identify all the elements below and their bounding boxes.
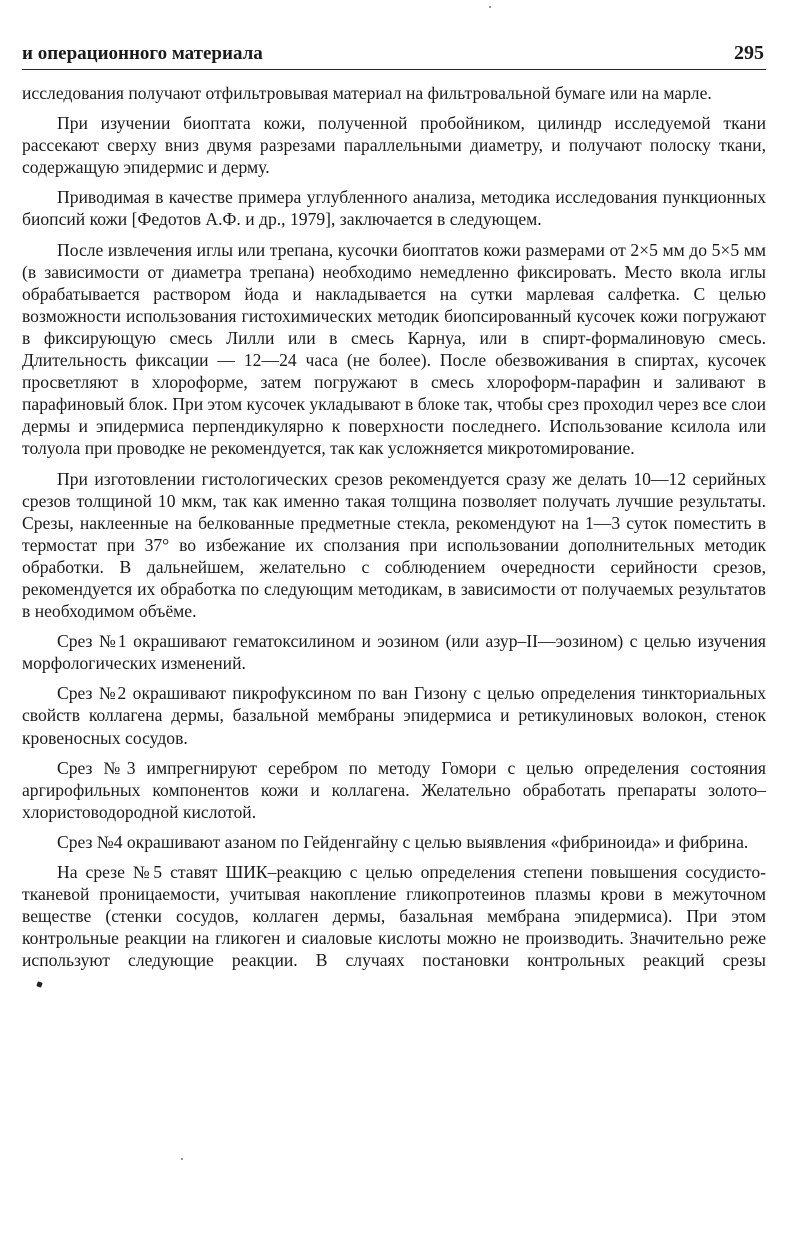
paragraph-sections: При изготовлении гистологических срезов рекомендуется сразу же делать 10—12 серийных срезов толщиной 10 мкм, так как именно такая толщина позволяет получать лучшие результаты. Срезы, наклеенные на белкованные предметные стекла, рекомендуют на 1—3 суток поместить в термостат при 37° во избежание их сползания при использовании дополнительных методик обработки. В дальнейшем, желательно с соблюдением очередности серийности срезов, рекомендуется их обработка по следующим методикам, в зависимости от получаемых результатов в необходимом объёме. — [22, 468, 766, 622]
running-header — [22, 38, 766, 70]
book-page — [22, 38, 766, 971]
page-number: 295 — [734, 42, 764, 64]
scan-speck — [489, 6, 491, 8]
paragraph-section-2: Срез №2 окрашивают пикрофуксином по ван Гизону с целью определения тинкториальных свойств коллагена дермы, базальной мембраны эпидермиса и ретикулиновых волокон, стенок кровеносных сосудов. — [22, 683, 766, 748]
paragraph-section-3: Срез №3 импрегнируют серебром по методу Гомори с целью определения состояния аргирофильных компонентов кожи и коллагена. Желательно обработать препараты золото–хлористоводородной кислотой. — [22, 757, 766, 822]
paragraph-method-intro: Приводимая в качестве примера углубленного анализа, методика исследования пункционных биопсий кожи [Федотов А.Ф. и др., 1979], заключается в следующем. — [22, 187, 766, 230]
scan-speck — [181, 1158, 183, 1160]
paragraph-biopsy-punch: При изучении биоптата кожи, полученной пробойником, цилиндр исследуемой ткани рассекают сверху вниз двумя разрезами параллельными диаметру, и получают полоску ткани, содержащую эпидермис и дерму. — [22, 113, 766, 178]
paragraph-section-5: На срезе №5 ставят ШИК–реакцию с целью определения степени повышения сосудисто-тканевой проницаемости, учитывая накопление гликопротеинов плазмы крови в межуточном веществе (стенки сосудов, коллаген дермы, базальная мембрана эпидермиса). При этом контрольные реакции на гликоген и сиаловые кислоты можно не производить. Значительно реже используют следующие реакции. В случаях постановки контрольных реакций срезы — [22, 862, 766, 971]
paragraph-section-4: Срез №4 окрашивают азаном по Гейденгайну с целью выявления «фибриноида» и фибрина. — [57, 831, 749, 852]
body-text — [22, 82, 766, 971]
paragraph-section-1: Срез №1 окрашивают гематоксилином и эозином (или азур–II—эозином) с целью изучения морфологических изменений. — [22, 631, 766, 674]
paragraph-continuation: исследования получают отфильтровывая материал на фильтровальной бумаге или на марле. — [22, 83, 712, 103]
section-title: и операционного материала — [22, 43, 263, 64]
paragraph-fixation: После извлечения иглы или трепана, кусочки биоптатов кожи размерами от 2×5 мм до 5×5 мм (в зависимости от диаметра трепана) необходимо немедленно фиксировать. Место вкола иглы обрабатывается раствором йода и накладывается на сутки марлевая салфетка. С целью возможности использования гистохимических методик биопсированный кусочек кожи погружают в фиксирующую смесь Лилли или в смесь Карнуа, или в спирт-формалиновую смесь. Длительность фиксации — 12—24 часа (не более). После обезвоживания в спиртах, кусочек просветляют в хлороформе, затем погружают в смесь хлороформ-парафин и заливают в парафиновый блок. При этом кусочек укладывают в блоке так, чтобы срез проходил через все слои дермы и эпидермиса перпендикулярно к поверхности последнего. Использование ксилола или толуола при проводке не рекомендуется, так как усложняется микротомирование. — [22, 239, 767, 459]
print-mark — [36, 981, 42, 987]
